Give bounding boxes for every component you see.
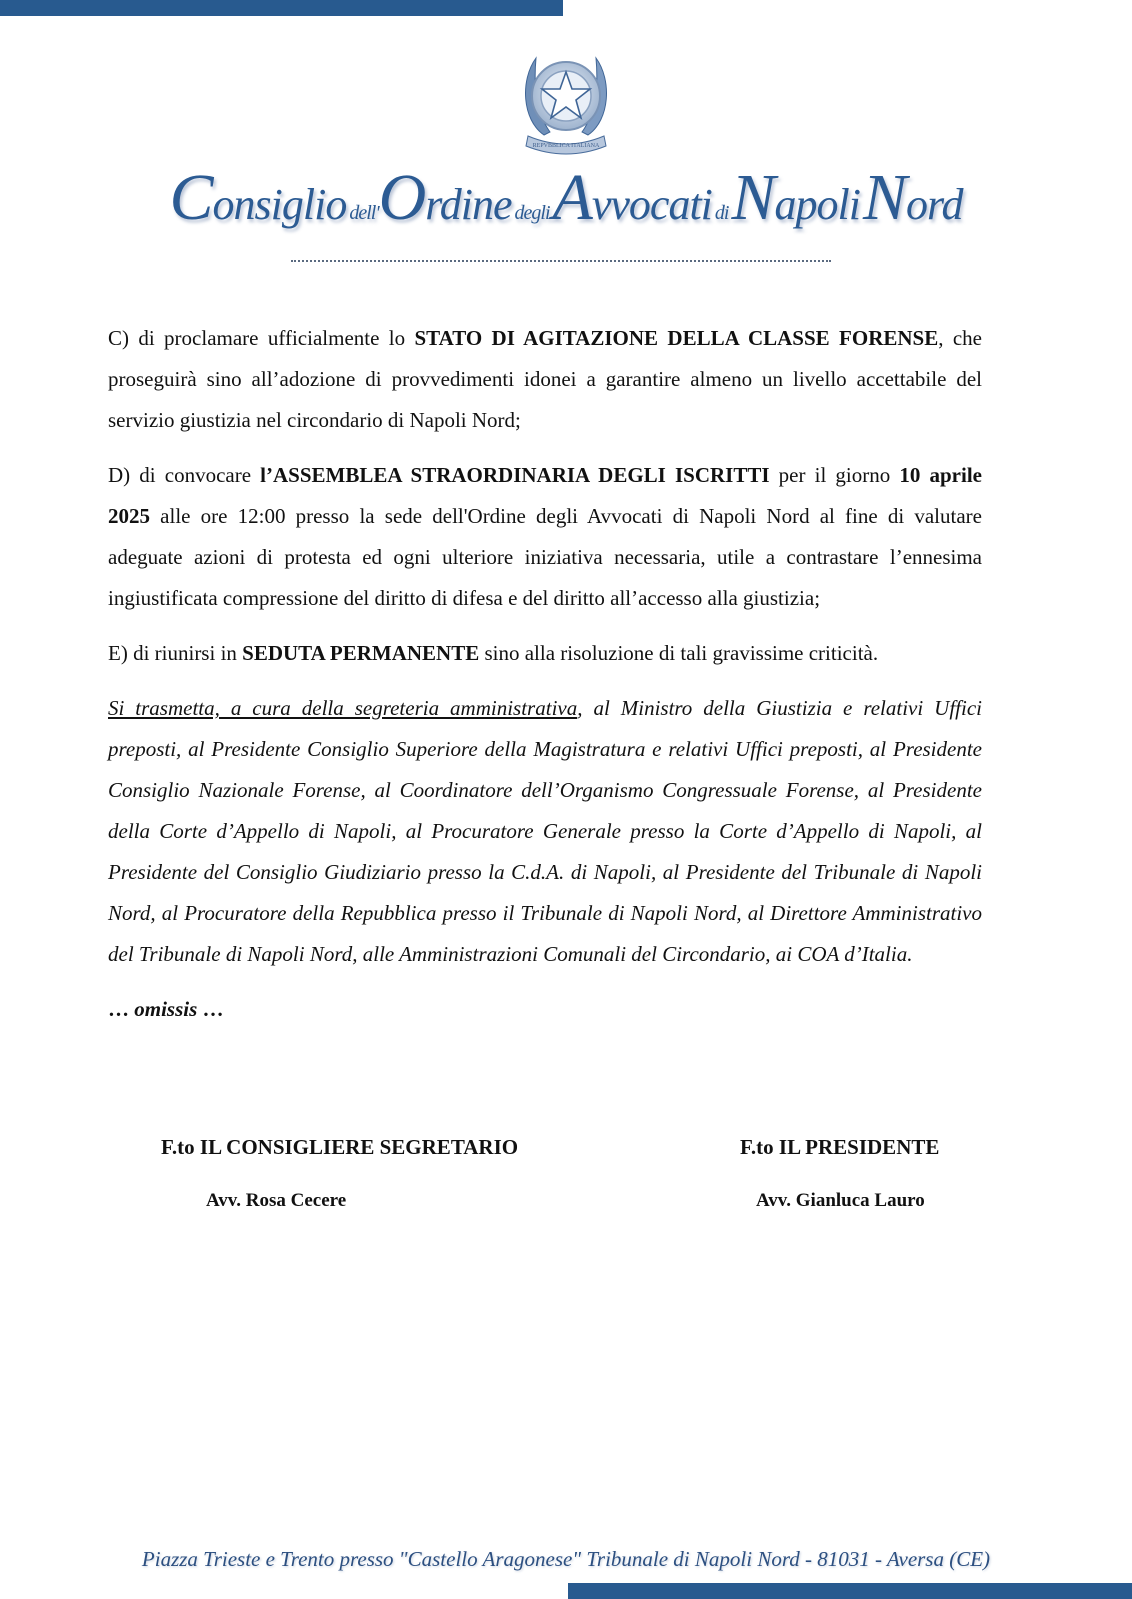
masthead-word: dell' [349,202,379,224]
top-decorative-bar [0,0,563,16]
masthead-word: apoli [774,180,860,229]
bold-text: l’ASSEMBLEA STRAORDINARIA DEGLI ISCRITTI [260,463,770,487]
masthead-word: rdine [425,180,512,229]
underlined-text: Si trasmetta, a cura della segreteria amministrativa [108,696,578,720]
bold-text: SEDUTA PERMANENTE [242,641,480,665]
ellipsis: … [197,997,224,1021]
bottom-decorative-bar [568,1583,1132,1599]
paragraph-d [108,455,982,619]
text: D) di convocare [108,463,261,487]
paragraph-e [108,633,982,674]
text: alle ore 12:00 presso la sede dell'Ordine degli Avvocati di Napoli Nord al fine di valutare adeguate azioni di protesta ed ogni ulteriore iniziativa necessaria, utile a contrastare l’ennesima ingiustificata compressione del diritto di difesa e del diritto all’accesso alla giustizia; [108,504,982,610]
masthead-letter: C [169,161,213,234]
text: , che proseguirà sino all’adozione di provvedimenti idonei a garantire almeno un livello accettabile del servizio giustizia nel circondario di Napoli Nord; [108,326,982,432]
document-body [108,318,982,1030]
text: , al Ministro della Giustizia e relativi Uffici preposti, al Presidente Consiglio Superiore della Magistratura e relativi Uffici preposti, al Presidente Consiglio Nazionale Forense, al Coordinatore dell’Organismo Congressuale Forense, al Presidente della Corte d’Appello di Napoli, al Procuratore Generale presso la Corte d’Appello di Napoli, al Presidente del Consiglio Giudiziario presso la C.d.A. di Napoli, al Presidente del Tribunale di Napoli Nord, al Procuratore della Repubblica presso il Tribunale di Napoli Nord, al Direttore Amministrativo del Tribunale di Napoli Nord, alle Amministrazioni Comunali del Circondario, ai COA d’Italia. [108,696,982,966]
text: per il giorno [769,463,900,487]
masthead-letter: A [552,161,592,234]
transmission-paragraph [108,688,982,975]
repubblica-italiana-emblem-icon [514,40,618,158]
masthead-word: vvocati [591,180,712,229]
footer-address: Piazza Trieste e Trento presso "Castello Aragonese" Tribunale di Napoli Nord - 81031 - Aversa (CE) [141,1547,991,1571]
ellipsis: … [108,997,135,1021]
masthead-word: onsiglio [212,180,347,229]
masthead-letter: N [862,161,906,234]
paragraph-c [108,318,982,441]
emblem-ribbon-text: REPVBBLICA ITALIANA [532,143,600,149]
masthead-word: di [714,202,729,224]
signature-right-title: F.to IL PRESIDENTE [740,1135,940,1159]
masthead-letter: N [731,161,775,234]
text: C) di proclamare ufficialmente lo [108,326,415,350]
text: sino alla risoluzione di tali gravissime criticità. [479,641,879,665]
masthead-letter: O [378,161,426,234]
bold-date: 10 aprile 2025 [108,463,982,528]
masthead-word: degli [514,202,550,224]
omissis-marker [108,989,982,1030]
signature-right-name: Avv. Gianluca Lauro [756,1190,925,1211]
signature-left-title: F.to IL CONSIGLIERE SEGRETARIO [161,1135,519,1159]
omissis-word: omissis [134,997,198,1021]
bold-text: STATO DI AGITAZIONE DELLA CLASSE FORENSE [414,326,939,350]
signature-left-name: Avv. Rosa Cecere [206,1190,347,1211]
masthead-logo [0,160,1132,236]
masthead-word: ord [905,180,963,229]
text: E) di riunirsi in [108,641,243,665]
header-dotted-divider [291,260,831,262]
